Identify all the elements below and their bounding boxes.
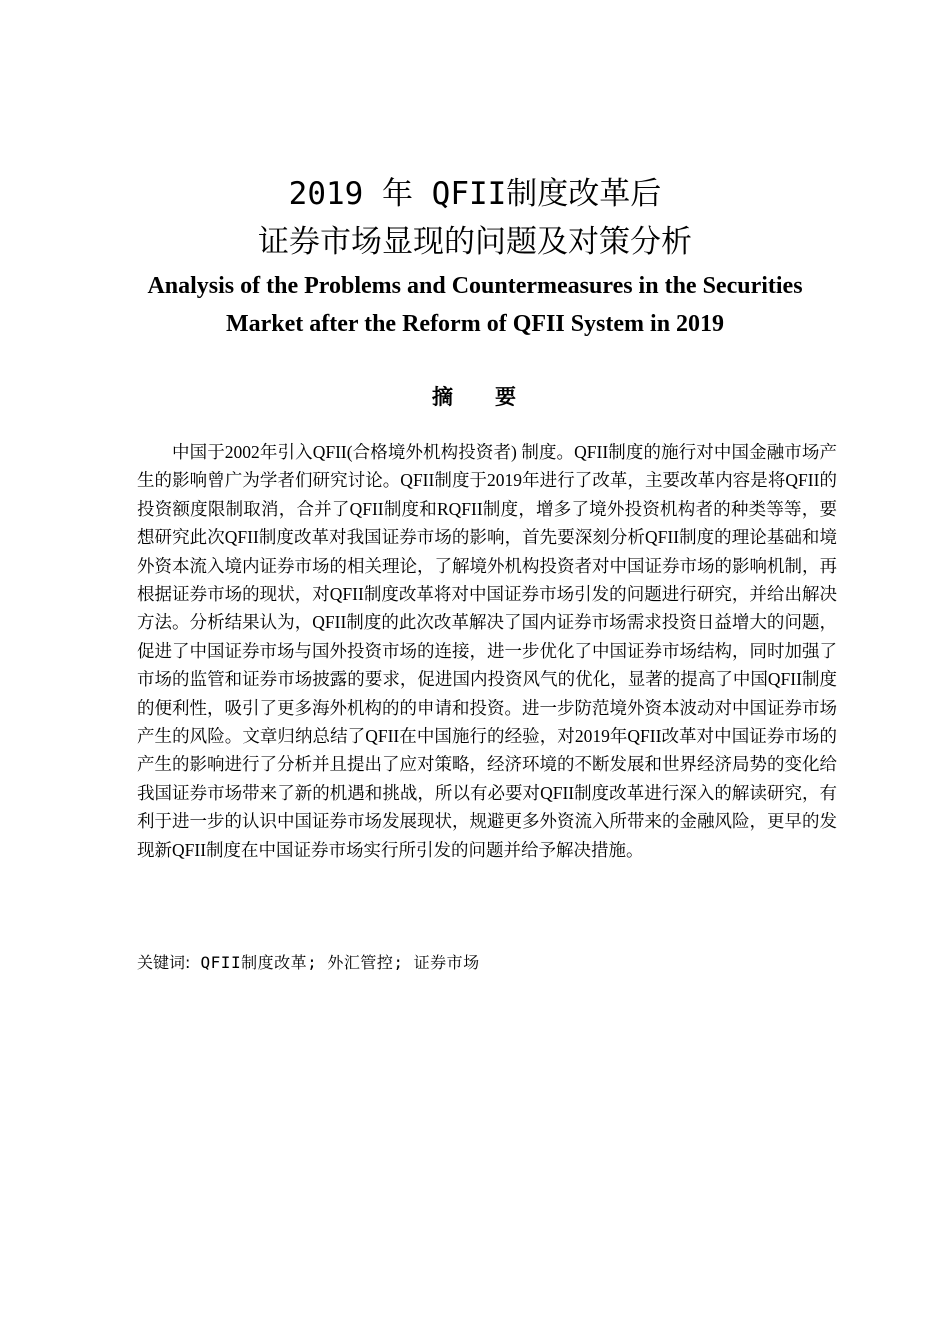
title-english-line-2: Market after the Reform of QFII System in 2019 [225,311,725,337]
abstract-heading-char-2: 要 [495,385,518,409]
keywords-line [137,950,837,976]
keywords-text: QFII制度改革; 外汇管控; 证券市场 [190,953,480,972]
abstract-heading [0,382,950,412]
title-english-line-1: Analysis of the Problems and Countermeasures in the Securities [147,273,803,299]
abstract-body: 中国于2002年引入QFII(合格境外机构投资者) 制度。QFII制度的施行对中国金融市场产生的影响曾广为学者们研究讨论。QFII制度于2019年进行了改革，主要改革内容是将QFII的投资额度限制取消，合并了QFII制度和RQFII制度，增多了境外投资机构者的种类等等，要想研究此次QFII制度改革对我国证券市场的影响，首先要深刻分析QFII制度的理论基础和境外资本流入境内证券市场的相关理论，了解境外机构投资者对中国证券市场的影响机制，再根据证券市场的现状，对QFII制度改革将对中国证券市场引发的问题进行研究，并给出解决方法。分析结果认为，QFII制度的此次改革解决了国内证券市场需求投资日益增大的问题，促进了中国证券市场与国外投资市场的连接，进一步优化了中国证券市场结构，同时加强了市场的监管和证券市场披露的要求，促进国内投资风气的优化，显著的提高了中国QFII制度的便利性，吸引了更多海外机构的的申请和投资。进一步防范境外资本波动对中国证券市场产生的风险。文章归纳总结了QFII在中国施行的经验，对2019年QFII改革对中国证券市场的产生的影响进行了分析并且提出了应对策略，经济环境的不断发展和世界经济局势的变化给我国证券市场带来了新的机遇和挑战，所以有必要对QFII制度改革进行深入的解读研究，有利于进一步的认识中国证券市场发展现状，规避更多外资流入所带来的金融风险，更早的发现新QFII制度在中国证券市场实行所引发的问题并给予解决措施。 [137,442,837,860]
title-chinese-line-1: 2019 年 QFII制度改革后 [288,176,662,212]
keywords-label: 关键词: [137,953,191,972]
abstract-heading-char-1: 摘 [432,385,455,409]
title-chinese-line-2: 证券市场显现的问题及对策分析 [258,224,692,260]
